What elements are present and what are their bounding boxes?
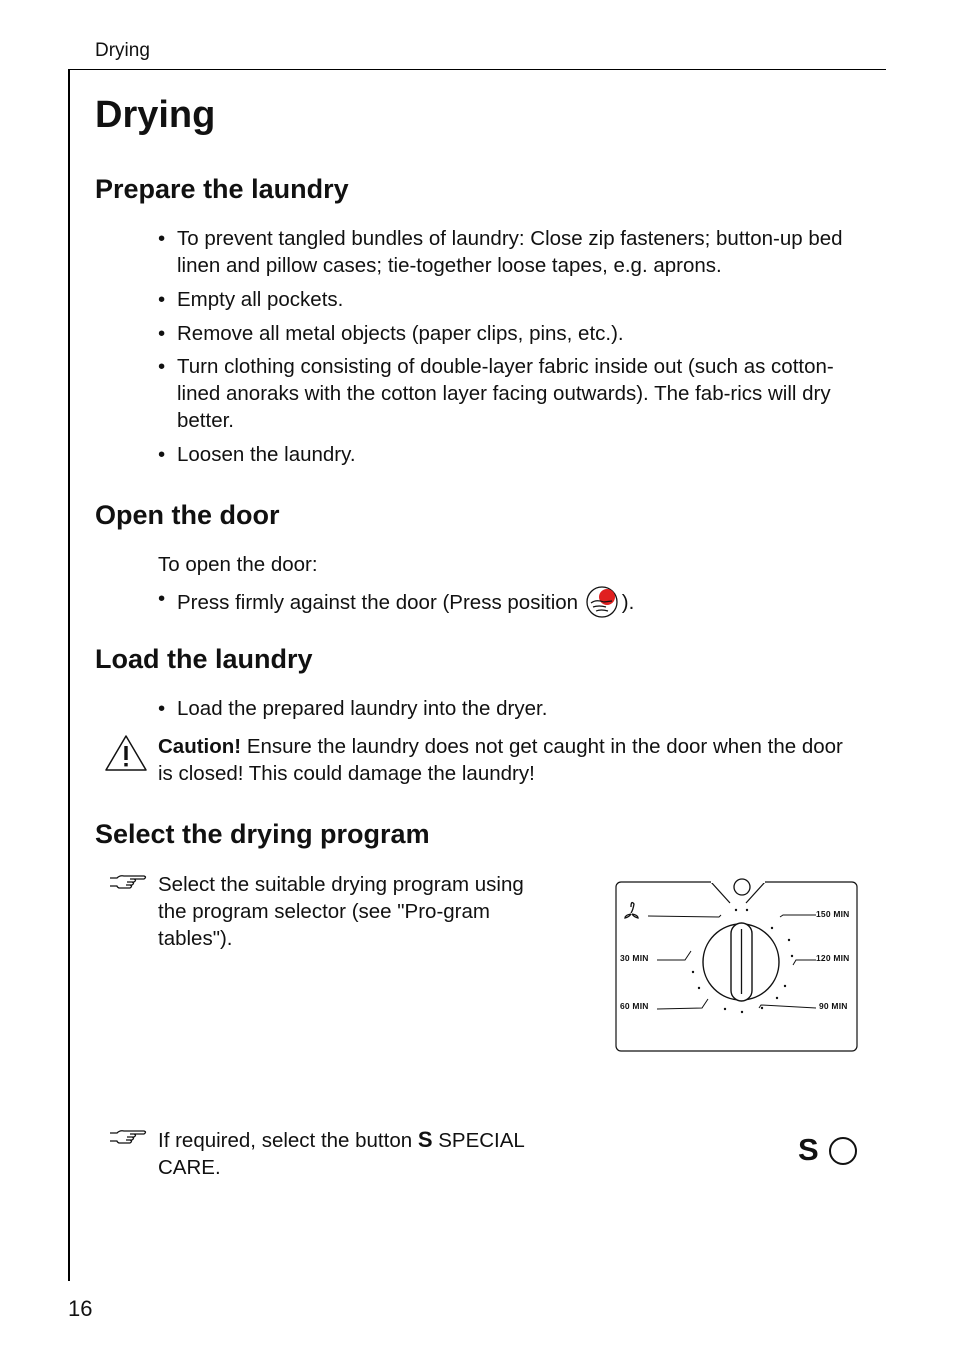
bullet-item: • Press firmly against the door (Press position ).	[158, 585, 863, 619]
door-intro: To open the door:	[158, 553, 318, 576]
heading-open-door: Open the door	[95, 500, 280, 530]
caution-text: Ensure the laundry does not get caught in the door when the door is closed! This could damage the laundry!	[158, 735, 843, 785]
caution-note	[158, 733, 863, 787]
page-number: 16	[68, 1296, 93, 1321]
dial-label-150-min: 150 MIN	[816, 909, 850, 919]
pointing-hand-icon	[108, 872, 148, 896]
special-care-symbol: S	[798, 1132, 819, 1167]
bullet-item: • Turn clothing consisting of double-layer fabric inside out (such as cotton-lined anoraks with the cotton layer facing outwards). The fab-rics will dry better.	[158, 355, 834, 432]
pointing-hand-icon	[108, 1127, 148, 1151]
dial-label-30-min: 30 MIN	[620, 953, 649, 963]
special-care-button-indicator	[829, 1137, 857, 1165]
fan-icon	[625, 903, 638, 918]
dial-label-60-min: 60 MIN	[620, 1001, 649, 1011]
left-margin-rule	[68, 69, 70, 1281]
caution-label: Caution!	[158, 735, 242, 758]
top-rule	[68, 69, 886, 70]
dial-label-90-min: 90 MIN	[819, 1001, 848, 1011]
program-instruction: Select the suitable drying program using the program selector (see "Pro-gram tables").	[158, 873, 524, 950]
bullet-item: • To prevent tangled bundles of laundry: Close zip fasteners; button-up bed linen and pillow cases; tie-together loose tapes, e.g. aprons.	[158, 227, 843, 277]
bullet-item: • Loosen the laundry.	[158, 443, 356, 466]
program-selector-panel	[615, 874, 858, 1052]
warning-triangle-icon	[103, 733, 149, 773]
page-title: Drying	[95, 94, 216, 136]
dial-label-120-min: 120 MIN	[816, 953, 850, 963]
header-section-label: Drying	[95, 40, 150, 61]
bullet-item: • Load the prepared laundry into the dryer.	[158, 697, 548, 720]
heading-select-program: Select the drying program	[95, 819, 430, 849]
special-care-instruction: If required, select the button S SPECIAL CARE.	[158, 1127, 525, 1179]
heading-prepare-laundry: Prepare the laundry	[95, 174, 349, 204]
press-position-icon	[586, 585, 620, 619]
heading-load-laundry: Load the laundry	[95, 644, 313, 674]
bullet-item: • Remove all metal objects (paper clips, pins, etc.).	[158, 322, 624, 345]
bullet-item: • Empty all pockets.	[158, 288, 344, 311]
